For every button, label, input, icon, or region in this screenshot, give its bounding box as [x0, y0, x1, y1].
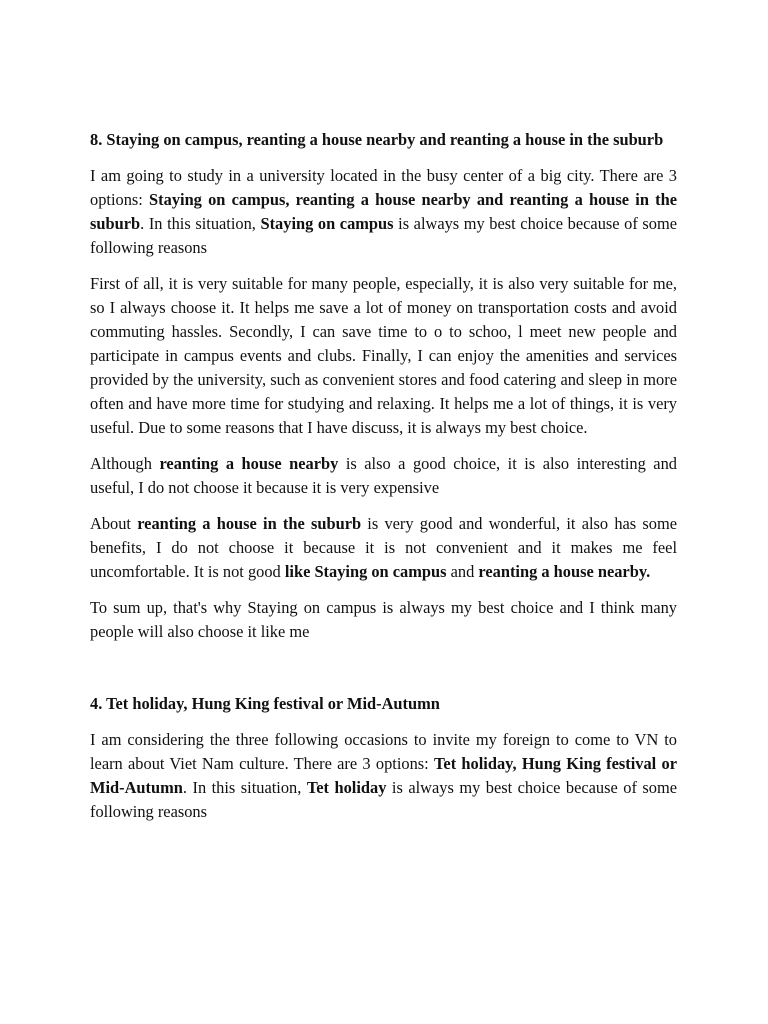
- text-run: is always my best choice because of some following reasons: [90, 778, 677, 821]
- text-run: . In this situation,: [140, 214, 261, 233]
- section-8-heading: 8. Staying on campus, reanting a house nearby and reanting a house in the suburb: [90, 130, 664, 149]
- document-page: [90, 128, 677, 836]
- text-run: . In this situation,: [182, 778, 307, 797]
- text-run: First of all, it is very suitable for many people, especially, it is also very suitable for me, so I always choose it. It helps me save a lot of money on transportation costs and avoid commuting hassles. Secondly, I can save time to o to schoo, l meet new people and participate in campus events and clubs. Finally, I can enjoy the amenities and services provided by the university, such as convenient stores and food catering and sleep in more often and have more time for studying and relaxing. It helps me a lot of things, it is very useful. Due to some reasons that I have discuss, it is always my best choice.: [90, 274, 677, 437]
- text-run: About: [90, 514, 138, 533]
- section-spacer: [90, 656, 677, 692]
- text-run: To sum up, that's why Staying on campus is always my best choice and I think many people will also choose it like me: [90, 598, 677, 641]
- text-run: is always my best choice because of some following reasons: [90, 214, 677, 257]
- text-run: I am going to study in a university located in the busy center of a big city. There are 3 options:: [90, 166, 677, 209]
- bold-text-run: reanting a house in the suburb: [137, 514, 362, 533]
- section-8-intro-paragraph: [90, 164, 677, 260]
- section-8-conclusion-paragraph: [90, 596, 677, 644]
- section-8-option-2-paragraph: [90, 452, 677, 500]
- section-8-option-3-paragraph: [90, 512, 677, 584]
- text-run: is also a good choice, it is also interesting and useful, I do not choose it because it is very expensive: [90, 454, 677, 497]
- text-run: I am considering the three following occasions to invite my foreign to come to VN to learn about Viet Nam culture. There are 3 options:: [90, 730, 677, 773]
- bold-text-run: Staying on campus, reanting a house nearby and reanting a house in the suburb: [90, 190, 678, 233]
- bold-text-run: reanting a house nearby.: [478, 562, 651, 581]
- section-4-heading: 4. Tet holiday, Hung King festival or Mid-Autumn: [90, 694, 440, 713]
- bold-text-run: like Staying on campus: [284, 562, 447, 581]
- text-run: Although: [90, 454, 160, 473]
- section-4-intro-paragraph: [90, 728, 677, 824]
- bold-text-run: Tet holiday: [306, 778, 387, 797]
- bold-text-run: Tet holiday, Hung King festival or Mid-Autumn: [90, 754, 677, 797]
- text-run: is very good and wonderful, it also has some benefits, I do not choose it because it is not convenient and it makes me feel uncomfortable. It is not good: [90, 514, 677, 581]
- section-8-reasons-paragraph: [90, 272, 677, 440]
- bold-text-run: reanting a house nearby: [159, 454, 339, 473]
- bold-text-run: Staying on campus: [260, 214, 394, 233]
- text-run: and: [446, 562, 479, 581]
